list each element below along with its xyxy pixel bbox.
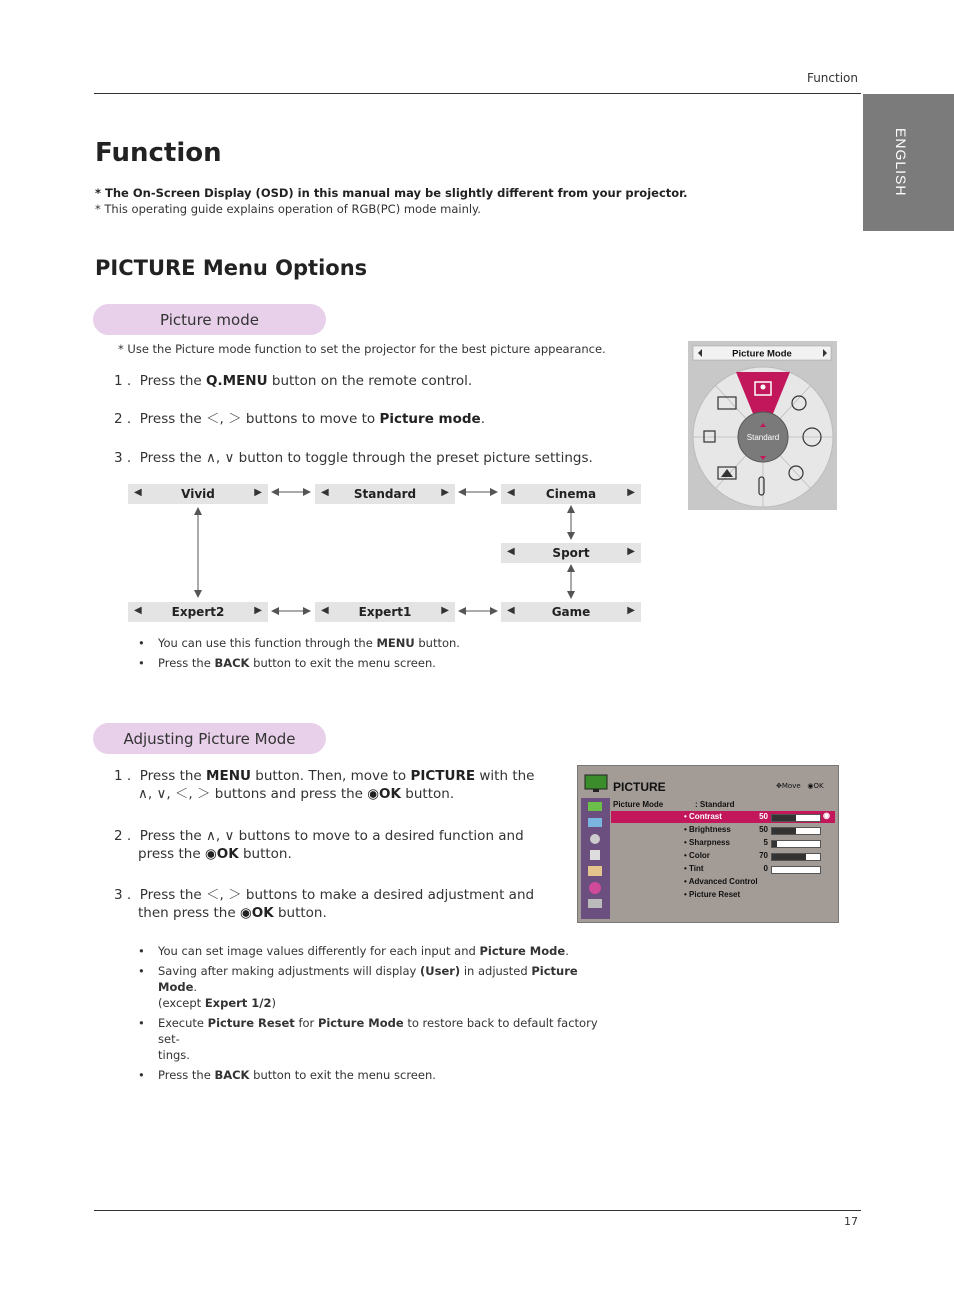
osd-item-value: 0: [763, 864, 768, 873]
adjusting-step-2-line-2: press the ◉OK button.: [138, 846, 292, 862]
header-section-label: Function: [806, 71, 858, 85]
option-menu-icon[interactable]: [589, 882, 601, 894]
settings-menu-icon[interactable]: [590, 850, 600, 860]
osd-item-value: 70: [759, 851, 768, 860]
osd-item-slider[interactable]: [771, 827, 821, 835]
ok-icon: ◉: [823, 811, 830, 820]
osd-item-label[interactable]: • Sharpness: [684, 838, 730, 847]
osd-item-slider[interactable]: [771, 814, 821, 822]
osd-title: PICTURE: [613, 780, 666, 794]
picture-mode-note: * Use the Picture mode function to set the projector for the best picture appearance.: [118, 342, 606, 356]
mode-box-expert2: ◀ Expert2 ▶: [128, 602, 268, 622]
osd-picture-mode-label: Picture Mode: [613, 800, 664, 809]
mode-box-game: ◀ Game ▶: [501, 602, 641, 622]
adjusting-heading-label: Adjusting Picture Mode: [123, 729, 296, 748]
tv-icon: [584, 774, 608, 794]
osd-item-slider[interactable]: [771, 853, 821, 861]
time-menu-icon[interactable]: [588, 866, 602, 876]
input-menu-icon[interactable]: [588, 899, 602, 908]
osd-item-label[interactable]: • Contrast: [684, 812, 722, 821]
osd-disclaimer: * The On-Screen Display (OSD) in this manual may be slightly different from your projector.: [95, 186, 688, 200]
osd-hint: ✥Move ◉OK: [776, 782, 824, 790]
rgb-note: * This operating guide explains operation of RGB(PC) mode mainly.: [95, 202, 481, 216]
osd-item-slider[interactable]: [771, 866, 821, 874]
bullet-menu: • You can use this function through the MENU button.: [138, 635, 460, 651]
adjusting-step-3-line-2: then press the ◉OK button.: [138, 905, 327, 921]
osd-item-slider[interactable]: [771, 840, 821, 848]
wheel-header-label: Picture Mode: [732, 348, 792, 360]
audio-menu-icon[interactable]: [590, 834, 600, 844]
adjusting-step-2: 2 . Press the ∧, ∨ buttons to move to a desired function and: [114, 828, 524, 844]
mode-box-standard: ◀ Standard ▶: [315, 484, 455, 504]
page-title: Function: [95, 138, 222, 168]
bullet-back: • Press the BACK button to exit the menu screen.: [138, 655, 460, 671]
picture-mode-step-1: 1 . Press the Q.MENU button on the remote control.: [114, 373, 473, 389]
picture-mode-step-2: 2 . Press the ＜, ＞ buttons to move to Picture mode.: [114, 411, 486, 427]
adjusting-step-1-line-2: ∧, ∨, ＜, ＞ buttons and press the ◉OK button.: [138, 786, 455, 802]
bullet-user: • Saving after making adjustments will display (User) in adjusted Picture Mode. (except Expert 1/2): [138, 963, 618, 1011]
bottom-divider: [94, 1210, 861, 1211]
osd-item-label[interactable]: • Color: [684, 851, 710, 860]
osd-item-value: 50: [759, 812, 768, 821]
osd-icon-column: [581, 798, 610, 919]
adjusting-step-3: 3 . Press the ＜, ＞ buttons to make a desired adjustment and: [114, 887, 535, 903]
picture-menu-icon[interactable]: [588, 802, 602, 811]
osd-item-label[interactable]: • Advanced Control: [684, 877, 758, 886]
osd-item-label[interactable]: • Picture Reset: [684, 890, 741, 899]
image-menu-icon[interactable]: [588, 818, 602, 827]
osd-item-label[interactable]: • Brightness: [684, 825, 731, 834]
mode-box-vivid: ◀ Vivid ▶: [128, 484, 268, 504]
mode-box-expert1: ◀ Expert1 ▶: [315, 602, 455, 622]
section-title: PICTURE Menu Options: [95, 256, 368, 280]
bullet-back-2: • Press the BACK button to exit the menu screen.: [138, 1067, 618, 1083]
language-label: ENGLISH: [893, 128, 909, 197]
picture-mode-heading-label: Picture mode: [160, 310, 259, 329]
osd-item-value: 50: [759, 825, 768, 834]
quick-menu-wheel-panel: [688, 341, 837, 510]
bullet-reset: • Execute Picture Reset for Picture Mode to restore back to default factory set- tings.: [138, 1015, 618, 1063]
page-number: 17: [844, 1215, 858, 1228]
picture-mode-bullets: [138, 635, 460, 671]
adjusting-step-1: 1 . Press the MENU button. Then, move to PICTURE with the: [114, 768, 535, 784]
osd-item-label[interactable]: • Tint: [684, 864, 704, 873]
quick-menu-wheel: [688, 341, 837, 510]
adjusting-picture-mode-heading: [93, 723, 326, 754]
picture-mode-step-3: 3 . Press the ∧, ∨ button to toggle through the preset picture settings.: [114, 450, 593, 466]
osd-item-value: 5: [763, 838, 768, 847]
bullet-input: • You can set image values differently for each input and Picture Mode.: [138, 943, 618, 959]
adjusting-bullets: [138, 943, 618, 1083]
picture-osd-menu: [577, 765, 839, 923]
mode-box-sport: ◀ Sport ▶: [501, 543, 641, 563]
mode-box-cinema: ◀ Cinema ▶: [501, 484, 641, 504]
wheel-center-label: Standard: [746, 433, 780, 442]
osd-picture-mode-value: : Standard: [695, 800, 735, 809]
